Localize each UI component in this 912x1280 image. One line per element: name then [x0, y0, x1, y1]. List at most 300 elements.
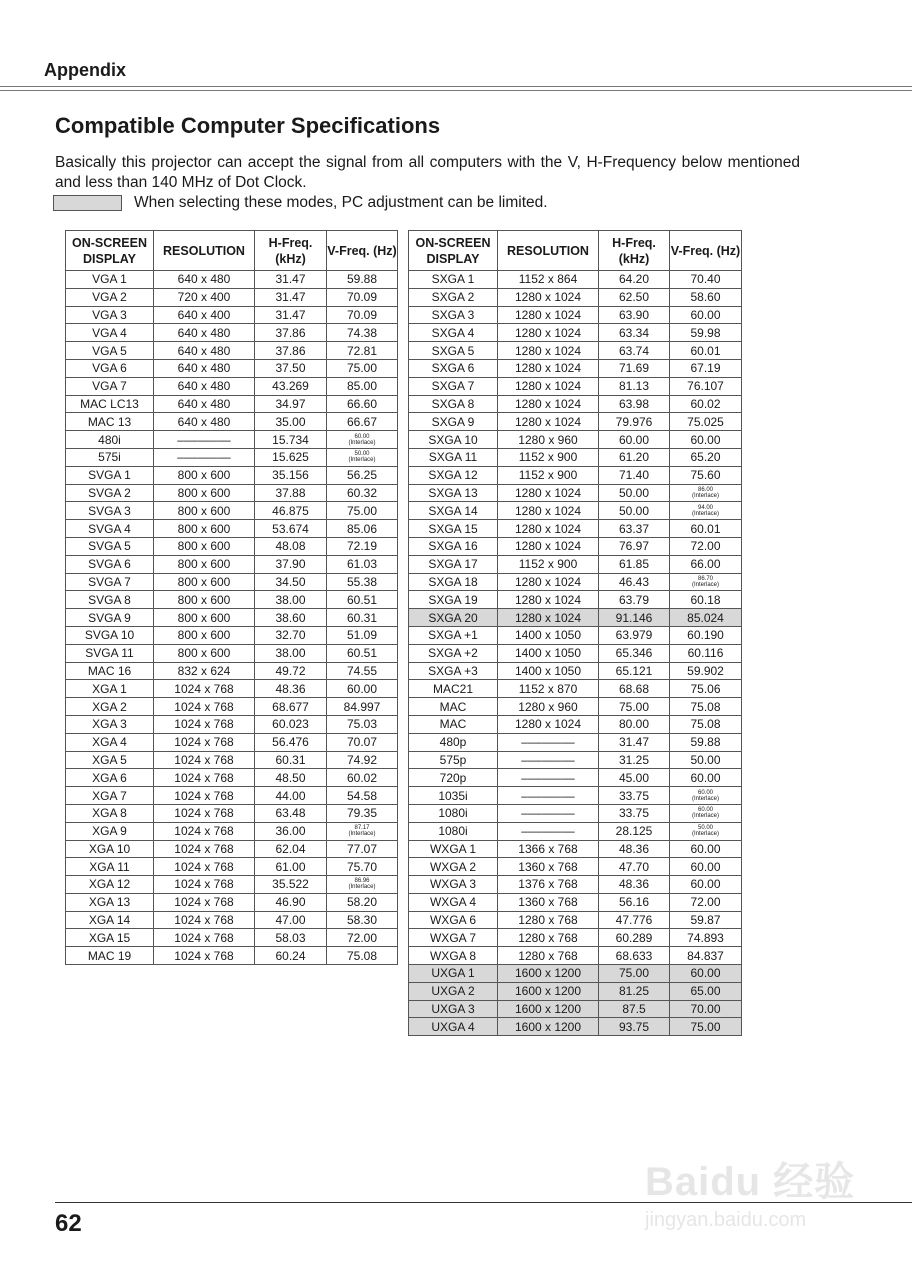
cell-resolution: 800 x 600	[154, 555, 255, 573]
table-row	[409, 1018, 742, 1036]
table-row	[409, 359, 742, 377]
cell-hfreq: 48.08	[255, 537, 327, 555]
cell-hfreq: 38.60	[255, 609, 327, 627]
cell-hfreq: 68.68	[599, 680, 670, 698]
watermark-url: jingyan.baidu.com	[645, 1209, 807, 1231]
table-row	[409, 769, 742, 787]
cell-display: SXGA 1	[409, 271, 498, 289]
cell-hfreq: 48.36	[255, 680, 327, 698]
cell-hfreq: 65.346	[599, 644, 670, 662]
cell-vfreq: 75.70	[327, 858, 398, 876]
cell-resolution: 1024 x 768	[154, 858, 255, 876]
table-row	[66, 377, 398, 395]
cell-resolution: 1024 x 768	[154, 804, 255, 822]
cell-vfreq: 74.55	[327, 662, 398, 680]
cell-resolution: 640 x 480	[154, 271, 255, 289]
cell-vfreq: 66.67	[327, 413, 398, 431]
cell-hfreq: 47.00	[255, 911, 327, 929]
table-row	[66, 947, 398, 965]
cell-hfreq: 81.25	[599, 982, 670, 1000]
cell-hfreq: 46.43	[599, 573, 670, 591]
cell-hfreq: 62.04	[255, 840, 327, 858]
cell-display: VGA 2	[66, 288, 154, 306]
table-row	[409, 947, 742, 965]
cell-display: SXGA 2	[409, 288, 498, 306]
table-row	[66, 787, 398, 805]
table-row	[409, 537, 742, 555]
cell-display: XGA 10	[66, 840, 154, 858]
table-row	[66, 769, 398, 787]
cell-vfreq: 75.00	[670, 1018, 742, 1036]
table-row	[66, 502, 398, 520]
table-row	[66, 324, 398, 342]
cell-display: SXGA 18	[409, 573, 498, 591]
table-row	[409, 965, 742, 983]
table-row	[409, 413, 742, 431]
cell-display: UXGA 4	[409, 1018, 498, 1036]
cell-resolution: 1024 x 768	[154, 840, 255, 858]
cell-hfreq: 38.00	[255, 591, 327, 609]
cell-resolution: 1280 x 1024	[498, 342, 599, 360]
table-row	[409, 911, 742, 929]
cell-resolution: 1366 x 768	[498, 840, 599, 858]
cell-hfreq: 45.00	[599, 769, 670, 787]
cell-hfreq: 61.85	[599, 555, 670, 573]
table-row	[409, 804, 742, 822]
cell-resolution: 1280 x 1024	[498, 520, 599, 538]
col-header-hfreq: H-Freq. (kHz)	[599, 231, 670, 271]
cell-display: XGA 2	[66, 698, 154, 716]
cell-vfreq: 59.902	[670, 662, 742, 680]
cell-hfreq: 76.97	[599, 537, 670, 555]
table-row	[409, 662, 742, 680]
cell-vfreq: 60.190	[670, 626, 742, 644]
cell-resolution: 1280 x 1024	[498, 484, 599, 502]
cell-vfreq: 55.38	[327, 573, 398, 591]
table-row	[409, 840, 742, 858]
cell-hfreq: 37.88	[255, 484, 327, 502]
col-header-vfreq: V-Freq. (Hz)	[327, 231, 398, 271]
cell-hfreq: 50.00	[599, 484, 670, 502]
cell-hfreq: 47.70	[599, 858, 670, 876]
cell-hfreq: 61.00	[255, 858, 327, 876]
cell-vfreq	[670, 804, 742, 822]
cell-display: SXGA 16	[409, 537, 498, 555]
col-header-hfreq: H-Freq. (kHz)	[255, 231, 327, 271]
cell-vfreq	[670, 502, 742, 520]
cell-display: MAC21	[409, 680, 498, 698]
cell-display: SXGA +2	[409, 644, 498, 662]
cell-hfreq: 15.625	[255, 448, 327, 466]
table-row	[66, 644, 398, 662]
cell-resolution: 640 x 480	[154, 359, 255, 377]
cell-resolution: 1280 x 960	[498, 431, 599, 449]
vfreq-value: 94.00	[697, 504, 713, 511]
interlace-note: (Interlace)	[691, 813, 719, 820]
cell-vfreq: 72.00	[670, 893, 742, 911]
cell-resolution: 640 x 480	[154, 342, 255, 360]
cell-resolution: 832 x 624	[154, 662, 255, 680]
vfreq-value: 60.00	[354, 433, 370, 440]
cell-vfreq: 60.51	[327, 591, 398, 609]
cell-vfreq: 85.024	[670, 609, 742, 627]
cell-vfreq: 60.01	[670, 342, 742, 360]
cell-display: SXGA 8	[409, 395, 498, 413]
cell-display: SXGA 3	[409, 306, 498, 324]
cell-display: 480i	[66, 431, 154, 449]
spec-table-left	[65, 230, 398, 965]
cell-vfreq: 66.60	[327, 395, 398, 413]
cell-display: XGA 13	[66, 893, 154, 911]
cell-display: MAC 13	[66, 413, 154, 431]
cell-vfreq	[327, 822, 398, 840]
cell-vfreq: 79.35	[327, 804, 398, 822]
table-row	[409, 858, 742, 876]
cell-vfreq: 70.00	[670, 1000, 742, 1018]
cell-resolution: 1600 x 1200	[498, 982, 599, 1000]
cell-hfreq: 33.75	[599, 804, 670, 822]
table-row	[66, 804, 398, 822]
cell-vfreq: 60.51	[327, 644, 398, 662]
cell-display: VGA 7	[66, 377, 154, 395]
cell-resolution: ––––––––	[154, 431, 255, 449]
cell-display: 1035i	[409, 787, 498, 805]
cell-vfreq: 54.58	[327, 787, 398, 805]
cell-resolution: 1280 x 1024	[498, 502, 599, 520]
cell-hfreq: 79.976	[599, 413, 670, 431]
cell-hfreq: 48.50	[255, 769, 327, 787]
cell-hfreq: 44.00	[255, 787, 327, 805]
cell-vfreq: 60.00	[670, 306, 742, 324]
table-row	[66, 555, 398, 573]
table-row	[409, 342, 742, 360]
cell-hfreq: 53.674	[255, 520, 327, 538]
cell-hfreq: 31.47	[599, 733, 670, 751]
cell-hfreq: 68.677	[255, 698, 327, 716]
cell-hfreq: 60.289	[599, 929, 670, 947]
cell-resolution: 1024 x 768	[154, 911, 255, 929]
cell-vfreq: 58.20	[327, 893, 398, 911]
cell-vfreq: 75.60	[670, 466, 742, 484]
cell-resolution: 800 x 600	[154, 520, 255, 538]
table-row	[66, 537, 398, 555]
cell-display: SXGA 12	[409, 466, 498, 484]
cell-display: SVGA 9	[66, 609, 154, 627]
cell-vfreq	[670, 822, 742, 840]
table-row	[66, 466, 398, 484]
table-row	[409, 591, 742, 609]
cell-resolution: 1280 x 768	[498, 911, 599, 929]
cell-vfreq: 58.30	[327, 911, 398, 929]
cell-display: XGA 11	[66, 858, 154, 876]
cell-hfreq: 15.734	[255, 431, 327, 449]
cell-vfreq: 85.06	[327, 520, 398, 538]
cell-hfreq: 34.97	[255, 395, 327, 413]
cell-display: MAC LC13	[66, 395, 154, 413]
table-row	[409, 395, 742, 413]
cell-hfreq: 63.98	[599, 395, 670, 413]
table-row	[409, 431, 742, 449]
cell-vfreq: 70.09	[327, 288, 398, 306]
cell-display: SXGA 13	[409, 484, 498, 502]
col-header-resolution: RESOLUTION	[154, 231, 255, 271]
table-row	[409, 733, 742, 751]
cell-resolution: 1360 x 768	[498, 893, 599, 911]
cell-resolution: 1152 x 900	[498, 448, 599, 466]
vfreq-value: 87.17	[354, 825, 370, 832]
table-row	[66, 306, 398, 324]
cell-display: WXGA 4	[409, 893, 498, 911]
col-header-display: ON-SCREEN DISPLAY	[66, 231, 154, 271]
cell-display: SVGA 5	[66, 537, 154, 555]
cell-vfreq: 56.25	[327, 466, 398, 484]
cell-vfreq: 65.20	[670, 448, 742, 466]
cell-resolution: 1280 x 1024	[498, 306, 599, 324]
cell-resolution: 800 x 600	[154, 591, 255, 609]
table-row	[409, 324, 742, 342]
cell-hfreq: 35.522	[255, 876, 327, 894]
cell-vfreq: 60.18	[670, 591, 742, 609]
cell-resolution: 1600 x 1200	[498, 1000, 599, 1018]
cell-display: MAC 16	[66, 662, 154, 680]
cell-display: WXGA 3	[409, 876, 498, 894]
cell-hfreq: 38.00	[255, 644, 327, 662]
cell-hfreq: 65.121	[599, 662, 670, 680]
table-row	[409, 644, 742, 662]
interlace-note: (Interlace)	[348, 439, 376, 446]
cell-hfreq: 37.86	[255, 342, 327, 360]
cell-resolution: 1280 x 768	[498, 947, 599, 965]
table-row	[66, 876, 398, 894]
cell-vfreq: 58.60	[670, 288, 742, 306]
cell-hfreq: 48.36	[599, 876, 670, 894]
vfreq-value: 86.96	[354, 878, 370, 885]
cell-vfreq: 74.38	[327, 324, 398, 342]
cell-resolution: 1152 x 900	[498, 466, 599, 484]
cell-hfreq: 32.70	[255, 626, 327, 644]
table-row	[66, 751, 398, 769]
col-header-resolution: RESOLUTION	[498, 231, 599, 271]
vfreq-value: 86.00	[697, 486, 713, 493]
cell-display: WXGA 1	[409, 840, 498, 858]
cell-hfreq: 75.00	[599, 698, 670, 716]
cell-resolution: 1400 x 1050	[498, 644, 599, 662]
cell-hfreq: 47.776	[599, 911, 670, 929]
table-row	[66, 288, 398, 306]
cell-display: SVGA 6	[66, 555, 154, 573]
table-row	[409, 1000, 742, 1018]
cell-resolution: 720 x 400	[154, 288, 255, 306]
cell-display: 480p	[409, 733, 498, 751]
table-row	[66, 715, 398, 733]
cell-hfreq: 37.90	[255, 555, 327, 573]
table-row	[409, 555, 742, 573]
cell-display: VGA 3	[66, 306, 154, 324]
cell-vfreq: 72.19	[327, 537, 398, 555]
table-row	[409, 288, 742, 306]
cell-resolution: 1280 x 1024	[498, 715, 599, 733]
cell-resolution: 800 x 600	[154, 609, 255, 627]
cell-resolution: 640 x 400	[154, 306, 255, 324]
cell-display: SXGA 10	[409, 431, 498, 449]
cell-vfreq: 76.107	[670, 377, 742, 395]
cell-display: SVGA 10	[66, 626, 154, 644]
table-row	[66, 698, 398, 716]
table-row	[66, 271, 398, 289]
cell-vfreq: 75.00	[327, 359, 398, 377]
cell-hfreq: 31.25	[599, 751, 670, 769]
cell-hfreq: 50.00	[599, 502, 670, 520]
cell-resolution: 1376 x 768	[498, 876, 599, 894]
cell-display: WXGA 8	[409, 947, 498, 965]
cell-vfreq: 85.00	[327, 377, 398, 395]
vfreq-value: 50.00	[697, 825, 713, 832]
cell-display: SXGA 14	[409, 502, 498, 520]
table-row	[409, 502, 742, 520]
cell-resolution: 1280 x 1024	[498, 359, 599, 377]
cell-vfreq: 67.19	[670, 359, 742, 377]
cell-display: 1080i	[409, 822, 498, 840]
cell-vfreq: 60.02	[670, 395, 742, 413]
cell-hfreq: 31.47	[255, 271, 327, 289]
cell-hfreq: 71.40	[599, 466, 670, 484]
interlace-note: (Interlace)	[348, 831, 376, 838]
cell-vfreq	[327, 876, 398, 894]
table-row	[66, 431, 398, 449]
table-row	[409, 982, 742, 1000]
table-row	[409, 787, 742, 805]
cell-hfreq: 62.50	[599, 288, 670, 306]
table-row	[409, 520, 742, 538]
cell-resolution: 640 x 480	[154, 377, 255, 395]
cell-vfreq: 60.00	[670, 876, 742, 894]
cell-display: 575i	[66, 448, 154, 466]
interlace-note: (Interlace)	[348, 884, 376, 891]
cell-display: XGA 14	[66, 911, 154, 929]
table-row	[409, 751, 742, 769]
cell-vfreq	[670, 484, 742, 502]
cell-display: XGA 5	[66, 751, 154, 769]
spec-table-right	[408, 230, 742, 1036]
cell-vfreq: 60.31	[327, 609, 398, 627]
cell-display: SVGA 2	[66, 484, 154, 502]
table-row	[409, 876, 742, 894]
cell-hfreq: 71.69	[599, 359, 670, 377]
cell-vfreq: 77.07	[327, 840, 398, 858]
cell-hfreq: 87.5	[599, 1000, 670, 1018]
cell-hfreq: 63.979	[599, 626, 670, 644]
cell-hfreq: 63.37	[599, 520, 670, 538]
header-rule-bottom	[0, 90, 912, 91]
cell-hfreq: 37.86	[255, 324, 327, 342]
col-header-vfreq: V-Freq. (Hz)	[670, 231, 742, 271]
cell-display: XGA 3	[66, 715, 154, 733]
cell-resolution: 800 x 600	[154, 537, 255, 555]
cell-resolution: ––––––––	[498, 769, 599, 787]
cell-vfreq: 72.00	[327, 929, 398, 947]
cell-display: SVGA 8	[66, 591, 154, 609]
cell-display: SXGA 15	[409, 520, 498, 538]
cell-hfreq: 60.023	[255, 715, 327, 733]
cell-resolution: 800 x 600	[154, 644, 255, 662]
cell-hfreq: 60.00	[599, 431, 670, 449]
cell-display: MAC	[409, 698, 498, 716]
table-row	[66, 448, 398, 466]
cell-vfreq	[327, 431, 398, 449]
vfreq-value: 60.00	[697, 789, 713, 796]
cell-resolution: 1024 x 768	[154, 680, 255, 698]
cell-vfreq: 84.837	[670, 947, 742, 965]
cell-resolution: 1152 x 900	[498, 555, 599, 573]
vfreq-value: 60.00	[697, 807, 713, 814]
cell-hfreq: 93.75	[599, 1018, 670, 1036]
cell-resolution: 1152 x 870	[498, 680, 599, 698]
cell-resolution: 1400 x 1050	[498, 626, 599, 644]
cell-vfreq: 75.025	[670, 413, 742, 431]
page-title: Compatible Computer Specifications	[55, 113, 441, 138]
cell-display: SXGA 19	[409, 591, 498, 609]
highlight-swatch	[53, 195, 122, 211]
cell-display: VGA 6	[66, 359, 154, 377]
cell-hfreq: 68.633	[599, 947, 670, 965]
vfreq-value: 86.70	[697, 575, 713, 582]
cell-display: XGA 6	[66, 769, 154, 787]
cell-hfreq: 56.16	[599, 893, 670, 911]
cell-vfreq: 60.00	[670, 840, 742, 858]
cell-display: XGA 15	[66, 929, 154, 947]
table-row	[66, 929, 398, 947]
cell-vfreq: 60.00	[670, 965, 742, 983]
cell-vfreq: 60.32	[327, 484, 398, 502]
cell-vfreq: 59.98	[670, 324, 742, 342]
cell-vfreq: 60.01	[670, 520, 742, 538]
cell-hfreq: 35.00	[255, 413, 327, 431]
table-row	[66, 858, 398, 876]
cell-resolution: 1024 x 768	[154, 698, 255, 716]
cell-hfreq: 60.31	[255, 751, 327, 769]
table-row	[66, 484, 398, 502]
cell-resolution: 1024 x 768	[154, 947, 255, 965]
cell-display: VGA 5	[66, 342, 154, 360]
cell-resolution: 1024 x 768	[154, 787, 255, 805]
cell-display: WXGA 2	[409, 858, 498, 876]
table-row	[409, 306, 742, 324]
cell-vfreq: 60.00	[670, 769, 742, 787]
table-row	[66, 733, 398, 751]
cell-resolution: 1600 x 1200	[498, 1018, 599, 1036]
cell-hfreq: 34.50	[255, 573, 327, 591]
cell-vfreq: 60.02	[327, 769, 398, 787]
cell-hfreq: 28.125	[599, 822, 670, 840]
cell-hfreq: 46.90	[255, 893, 327, 911]
cell-vfreq: 51.09	[327, 626, 398, 644]
section-header: Appendix	[44, 60, 127, 80]
table-row	[66, 911, 398, 929]
cell-display: UXGA 3	[409, 1000, 498, 1018]
cell-hfreq: 48.36	[599, 840, 670, 858]
cell-vfreq: 59.88	[670, 733, 742, 751]
table-row	[409, 466, 742, 484]
interlace-note: (Interlace)	[691, 492, 719, 499]
cell-hfreq: 81.13	[599, 377, 670, 395]
cell-display: SVGA 11	[66, 644, 154, 662]
cell-resolution: 1152 x 864	[498, 271, 599, 289]
cell-display: 1080i	[409, 804, 498, 822]
baidu-watermark	[645, 1150, 855, 1232]
cell-vfreq: 66.00	[670, 555, 742, 573]
table-row	[409, 680, 742, 698]
cell-resolution: 1360 x 768	[498, 858, 599, 876]
